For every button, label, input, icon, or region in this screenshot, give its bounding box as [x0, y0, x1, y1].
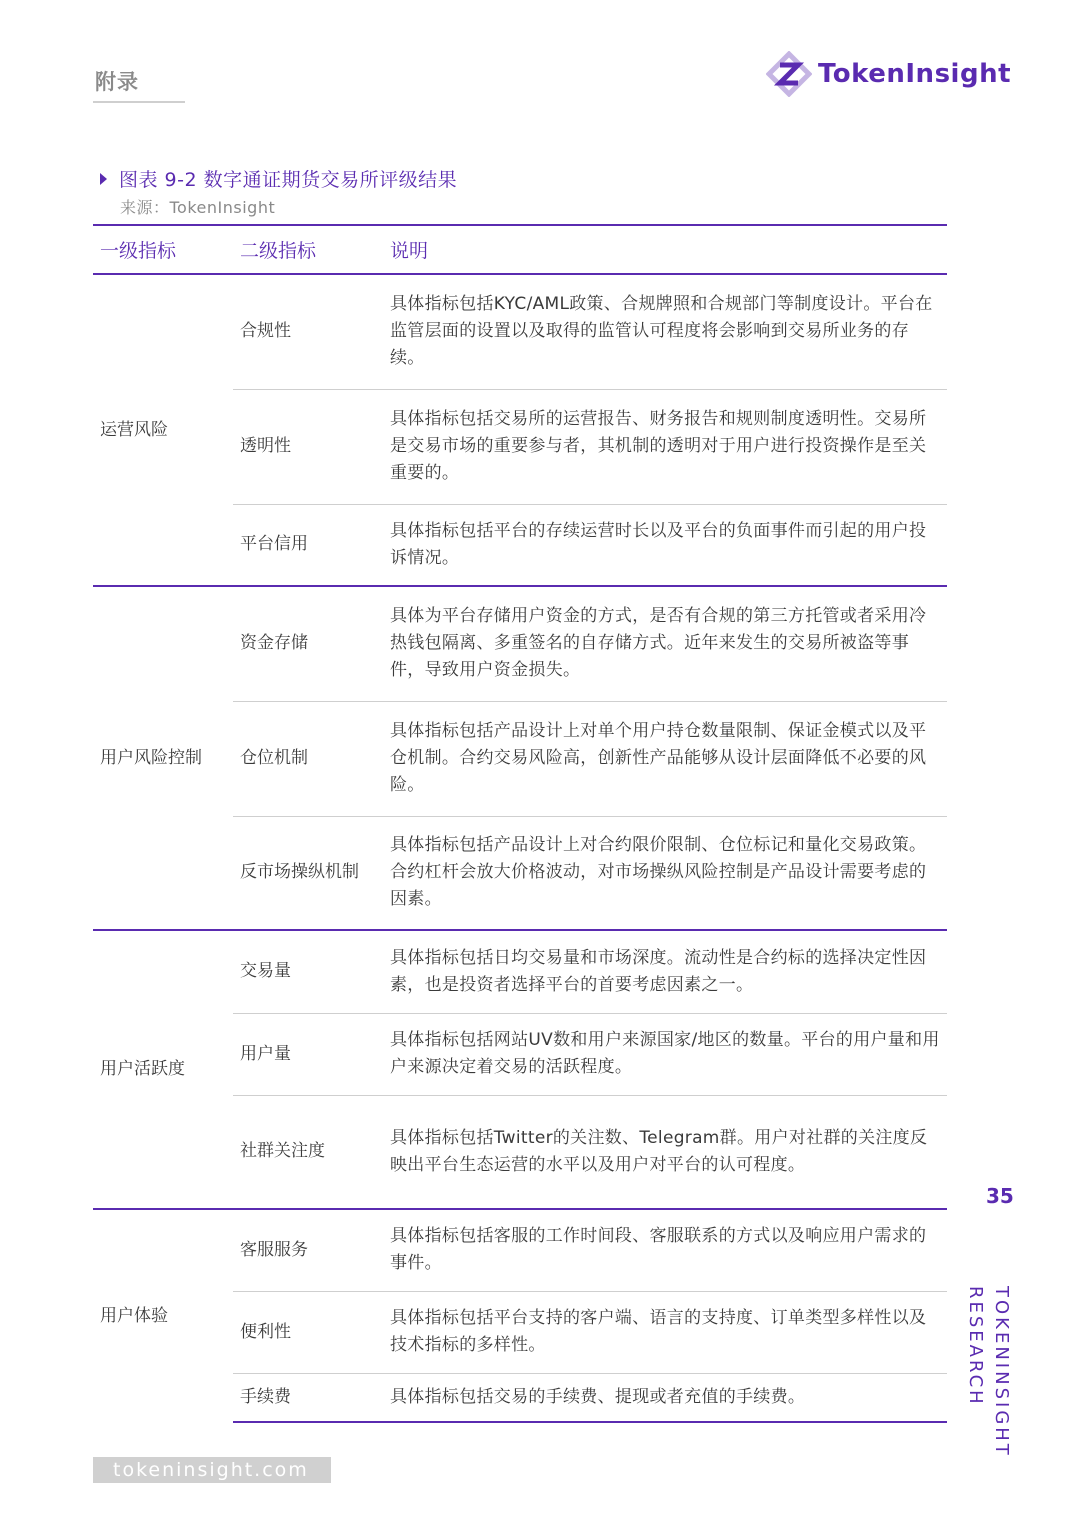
header-primary: 一级指标: [93, 225, 233, 274]
indicator-description: 具体指标包括产品设计上对合约限价限制、仓位标记和量化交易政策。合约杠杆会放大价格波动，对市场操纵风险控制是产品设计需要考虑的因素。: [383, 816, 947, 930]
indicator-description: 具体指标包括网站UV数和用户来源国家/地区的数量。平台的用户量和用户来源决定着交易的活跃程度。: [383, 1013, 947, 1095]
primary-indicator: 用户活跃度: [93, 930, 233, 1209]
indicator-description: 具体为平台存储用户资金的方式，是否有合规的第三方托管或者采用冷热钱包隔离、多重签名的自存储方式。近年来发生的交易所被盗等事件，导致用户资金损失。: [383, 586, 947, 701]
rating-table: [93, 224, 947, 1423]
table-row: [93, 274, 947, 389]
indicator-description: 具体指标包括Twitter的关注数、Telegram群。用户对社群的关注度反映出平台生态运营的水平以及用户对平台的认可程度。: [383, 1095, 947, 1209]
indicator-description: 具体指标包括产品设计上对单个用户持仓数量限制、保证金模式以及平仓机制。合约交易风险高，创新性产品能够从设计层面降低不必要的风险。: [383, 701, 947, 816]
table-row: [93, 1209, 947, 1291]
secondary-indicator: 透明性: [233, 389, 383, 504]
indicator-description: 具体指标包括平台支持的客户端、语言的支持度、订单类型多样性以及技术指标的多样性。: [383, 1291, 947, 1373]
secondary-indicator: 仓位机制: [233, 701, 383, 816]
secondary-indicator: 客服服务: [233, 1209, 383, 1291]
tokeninsight-logo-icon: [766, 51, 812, 97]
section-label: 附录: [95, 70, 139, 94]
brand-name: TokenInsight: [818, 59, 1012, 89]
indicator-description: 具体指标包括KYC/AML政策、合规牌照和合规部门等制度设计。平台在监管层面的设置以及取得的监管认可程度将会影响到交易所业务的存续。: [390, 294, 933, 369]
triangle-bullet-icon: [100, 173, 107, 185]
header-description: 说明: [383, 225, 947, 274]
secondary-indicator: 用户量: [233, 1013, 383, 1095]
indicator-description: 具体指标包括平台的存续运营时长以及平台的负面事件而引起的用户投诉情况。: [383, 504, 947, 586]
table-header-row: [93, 225, 947, 274]
indicator-description: 具体指标包括日均交易量和市场深度。流动性是合约标的选择决定性因素，也是投资者选择平台的首要考虑因素之一。: [383, 930, 947, 1013]
indicator-description: 具体指标包括客服的工作时间段、客服联系的方式以及响应用户需求的事件。: [383, 1209, 947, 1291]
website-link[interactable]: tokeninsight.com: [93, 1457, 331, 1483]
primary-indicator: 运营风险: [100, 419, 168, 440]
secondary-indicator: 社群关注度: [233, 1095, 383, 1209]
figure-source: 来源：TokenInsight: [120, 198, 276, 217]
secondary-indicator: 交易量: [233, 930, 383, 1013]
primary-indicator: 用户体验: [93, 1209, 233, 1422]
secondary-indicator: 手续费: [233, 1373, 383, 1422]
table-row: [93, 930, 947, 1013]
secondary-indicator: 反市场操纵机制: [233, 816, 383, 930]
secondary-indicator: 资金存储: [233, 586, 383, 701]
figure-title: [100, 165, 457, 192]
secondary-indicator: 平台信用: [233, 504, 383, 586]
primary-indicator: 用户风险控制: [93, 586, 233, 930]
side-brand-text: TOKENINSIGHT RESEARCH: [965, 1286, 1012, 1458]
table-row: [93, 586, 947, 701]
page-number: 35: [986, 1184, 1014, 1208]
section-underline: [93, 101, 185, 103]
header-secondary: 二级指标: [233, 225, 383, 274]
indicator-description: 具体指标包括交易所的运营报告、财务报告和规则制度透明性。交易所是交易市场的重要参与者，其机制的透明对于用户进行投资操作是至关重要的。: [383, 389, 947, 504]
figure-title-text: 图表 9-2 数字通证期货交易所评级结果: [119, 169, 458, 191]
secondary-indicator: 便利性: [233, 1291, 383, 1373]
indicator-description: 具体指标包括交易的手续费、提现或者充值的手续费。: [383, 1373, 947, 1422]
brand-logo: [766, 50, 1011, 98]
secondary-indicator: 合规性: [240, 321, 291, 342]
